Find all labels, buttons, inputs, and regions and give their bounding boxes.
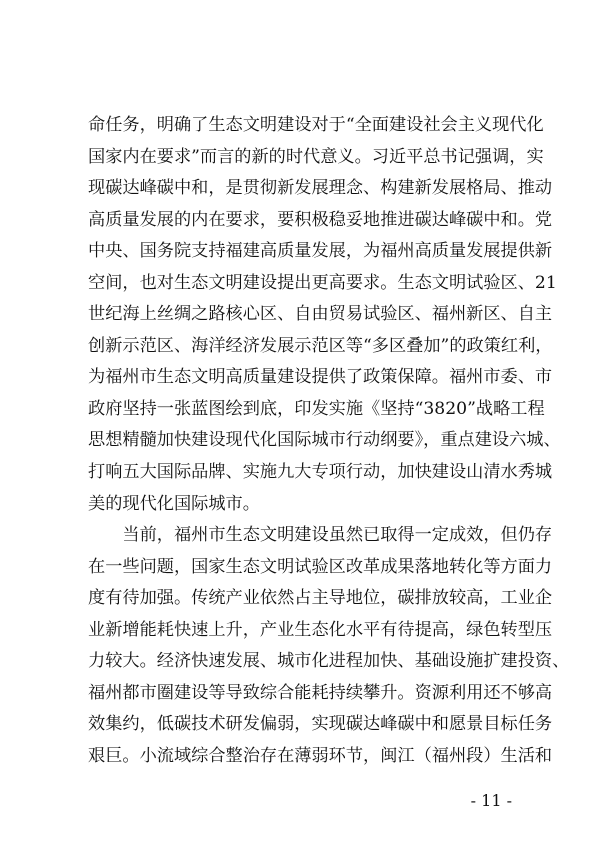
text-line: 业新增能耗快速上升，产业生态化水平有待提高，绿色转型压	[88, 619, 553, 640]
text-line: 美的现代化国际城市。	[88, 493, 260, 514]
text-line: 思想精髓加快建设现代化国际城市行动纲要》，重点建设六城、	[88, 430, 561, 451]
text-line: 度有待加强。传统产业依然占主导地位，碳排放较高，工业企	[88, 588, 553, 609]
text-line: 效集约，低碳技术研发偏弱，实现碳达峰碳中和愿景目标任务	[88, 714, 553, 735]
text-line: 为福州市生态文明高质量建设提供了政策保障。福州市委、市	[88, 367, 553, 388]
text-line: 中央、国务院支持福建高质量发展，为福州高质量发展提供新	[88, 241, 553, 262]
text-line: 创新示范区、海洋经济发展示范区等“多区叠加”的政策红利，	[88, 335, 553, 356]
page-number: - 11 -	[470, 791, 512, 810]
body-text	[88, 110, 570, 772]
text-line: 命任务，明确了生态文明建设对于“全面建设社会主义现代化	[88, 115, 544, 135]
text-line: 空间，也对生态文明建设提出更高要求。生态文明试验区、21	[88, 272, 557, 293]
text-line: 政府坚持一张蓝图绘到底，印发实施《坚持“3820”战略工程	[88, 398, 545, 419]
text-line: 高质量发展的内在要求，要积极稳妥地推进碳达峰碳中和。党	[88, 209, 553, 230]
text-line: 现碳达峰碳中和，是贯彻新发展理念、构建新发展格局、推动	[88, 178, 553, 199]
text-line: 国家内在要求”而言的新的时代意义。习近平总书记强调，实	[88, 146, 544, 167]
text-line: 福州都市圈建设等导致综合能耗持续攀升。资源利用还不够高	[88, 682, 553, 703]
text-line: 当前，福州市生态文明建设虽然已取得一定成效，但仍存	[88, 525, 553, 546]
text-line: 世纪海上丝绸之路核心区、自由贸易试验区、福州新区、自主	[88, 304, 553, 325]
text-line: 力较大。经济快速发展、城市化进程加快、基础设施扩建投资、	[88, 651, 570, 672]
text-line: 打响五大国际品牌、实施九大专项行动，加快建设山清水秀城	[88, 462, 553, 483]
text-line: 艰巨。小流域综合整治存在薄弱环节，闽江（福州段）生活和	[88, 745, 553, 766]
text-line: 在一些问题，国家生态文明试验区改革成果落地转化等方面力	[88, 556, 553, 577]
